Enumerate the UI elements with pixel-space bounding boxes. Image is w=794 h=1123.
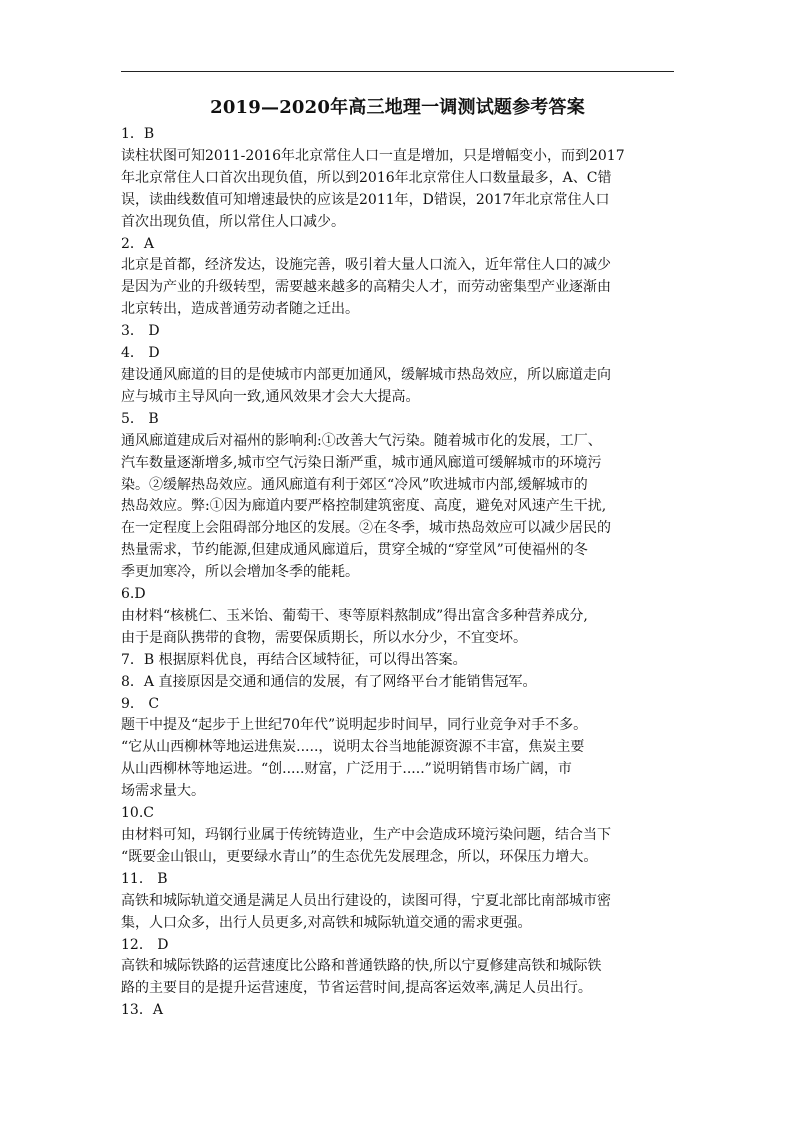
text-line: 集，人口众多，出行人员更多,对高铁和城际轨道交通的需求更强。 bbox=[121, 914, 532, 931]
text-line: 路的主要目的是提升运营速度，节省运营时间,提高客运效率,满足人员出行。 bbox=[121, 980, 592, 997]
text-line: 误，读曲线数值可知增速最快的应该是2011年，D错误，2017年北京常住人口 bbox=[121, 191, 610, 208]
text-line: 题干中提及“起步于上世纪70年代”说明起步时间早，同行业竞争对手不多。 bbox=[121, 717, 588, 734]
text-line: 建设通风廊道的目的是使城市内部更加通风，缓解城市热岛效应，所以廊道走向 bbox=[121, 366, 611, 383]
text-line: 读柱状图可知2011-2016年北京常住人口一直是增加，只是增幅变小，而到2017 bbox=[121, 147, 625, 164]
header-rule bbox=[121, 71, 674, 72]
answer-body bbox=[121, 124, 674, 1022]
text-line: “它从山西柳林等地运进焦炭.....，说明太谷当地能源资源不丰富，焦炭主要 bbox=[121, 739, 585, 756]
text-line: 应与城市主导风向一致,通风效果才会大大提高。 bbox=[121, 388, 420, 405]
text-line: 北京转出，造成普通劳动者随之迁出。 bbox=[121, 301, 359, 318]
text-line: 4． D bbox=[121, 345, 160, 362]
text-line: 年北京常住人口首次出现负值，所以到2016年北京常住人口数量最多，A、C错 bbox=[121, 169, 612, 186]
text-line: 1．B bbox=[121, 126, 155, 142]
text-line: 由材料可知，玛钢行业属于传统铸造业，生产中会造成环境污染问题，结合当下 bbox=[121, 827, 611, 843]
text-line: 汽车数量逐渐增多,城市空气污染日渐严重，城市通风廊道可缓解城市的环境污 bbox=[121, 454, 602, 471]
text-line: 热量需求，节约能源,但建成通风廊道后，贯穿全城的“穿堂风”可使福州的冬 bbox=[121, 542, 588, 559]
text-line: 由材料“核桃仁、玉米饴、葡萄干、枣等原料熬制成”得出富含多种营养成分, bbox=[121, 607, 588, 624]
text-line: 是因为产业的升级转型，需要越来越多的高精尖人才，而劳动密集型产业逐渐由 bbox=[121, 279, 611, 296]
text-line: “既要金山银山，更要绿水青山”的生态优先发展理念，所以，环保压力增大。 bbox=[121, 848, 598, 865]
document-title: 2019—2020年高三地理一调测试题参考答案 bbox=[210, 97, 585, 118]
text-line: 11． B bbox=[121, 870, 168, 887]
text-line: 由于是商队携带的食物，需要保质期长，所以水分少，不宜变坏。 bbox=[121, 629, 527, 646]
text-line: 场需求量大。 bbox=[121, 783, 205, 800]
text-line: 首次出现负值，所以常住人口减少。 bbox=[121, 213, 345, 230]
text-line: 北京是首都，经济发达，设施完善，吸引着大量人口流入，近年常住人口的减少 bbox=[121, 257, 611, 274]
text-line: 染。②缓解热岛效应。通风廊道有利于郊区“冷风”吹进城市内部,缓解城市的 bbox=[121, 476, 588, 493]
text-line: 5． B bbox=[121, 410, 159, 427]
text-line: 高铁和城际轨道交通是满足人员出行建设的，读图可得，宁夏北部比南部城市密 bbox=[121, 892, 611, 909]
text-line: 2．A bbox=[121, 235, 155, 252]
text-line: 8．A 直接原因是交通和通信的发展，有了网络平台才能销售冠军。 bbox=[121, 673, 537, 690]
text-line: 在一定程度上会阻碍部分地区的发展。②在冬季，城市热岛效应可以减少居民的 bbox=[121, 520, 611, 537]
text-line: 从山西柳林等地运进。“创.....财富，广泛用于.....”说明销售市场广阔，市 bbox=[121, 761, 572, 778]
text-line: 季更加寒冷，所以会增加冬季的能耗。 bbox=[121, 564, 359, 581]
text-line: 13．A bbox=[121, 1002, 163, 1019]
text-line: 通风廊道建成后对福州的影响利:①改善大气污染。随着城市化的发展，工厂、 bbox=[121, 432, 602, 449]
text-line: 9． C bbox=[121, 695, 160, 712]
text-line: 热岛效应。弊:①因为廊道内要严格控制建筑密度、高度，避免对风速产生干扰, bbox=[121, 498, 607, 515]
text-line: 10.C bbox=[121, 805, 154, 822]
text-line: 3． D bbox=[121, 323, 160, 340]
text-line: 7．B 根据原料优良，再结合区域特征，可以得出答案。 bbox=[121, 651, 467, 668]
text-line: 高铁和城际铁路的运营速度比公路和普通铁路的快,所以宁夏修建高铁和城际铁 bbox=[121, 958, 602, 975]
text-line: 6.D bbox=[121, 586, 146, 603]
text-line: 12． D bbox=[121, 936, 169, 953]
